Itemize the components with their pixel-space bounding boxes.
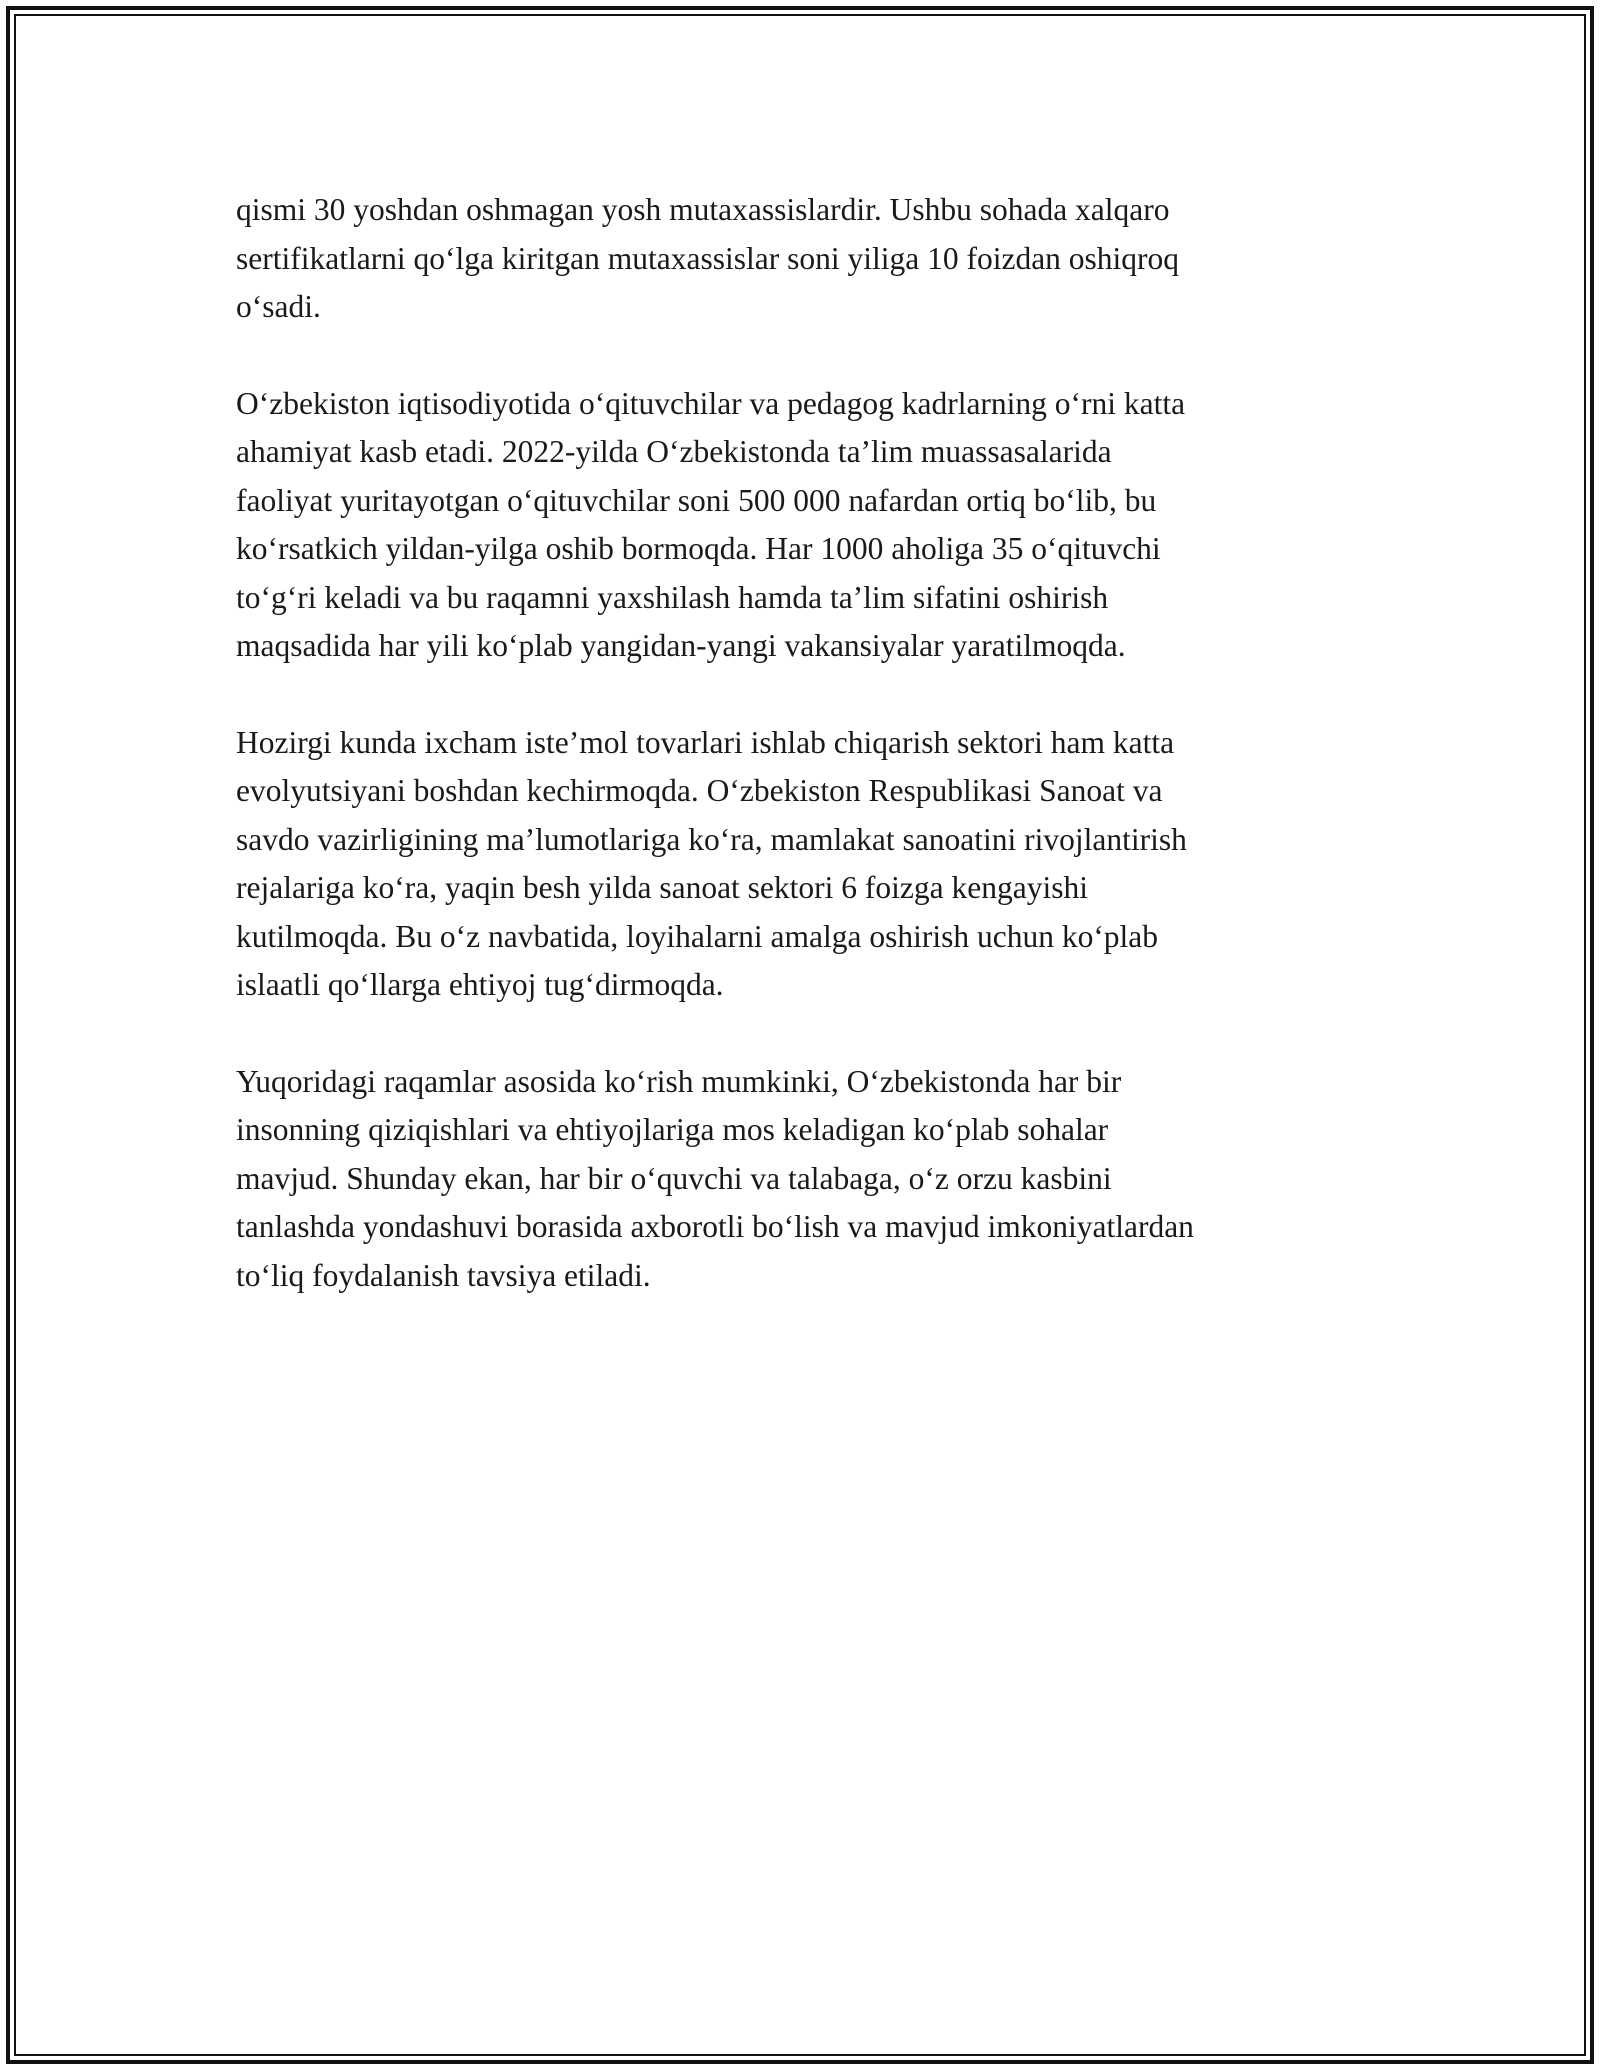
text-line: islaatli qo‘llarga ehtiyoj tug‘dirmoqda. — [236, 967, 724, 1002]
text-line: faoliyat yuritayotgan o‘qituvchilar soni 500 000 nafardan ortiq bo‘lib, bu — [236, 482, 1157, 518]
text-line: to‘g‘ri keladi va bu raqamni yaxshilash hamda ta’lim sifatini oshirish — [236, 579, 1109, 615]
text-line: Hozirgi kunda ixcham iste’mol tovarlari ishlab chiqarish sektori ham katta — [236, 724, 1175, 760]
text-line: tanlashda yondashuvi borasida axborotli bo‘lish va mavjud imkoniyatlardan — [236, 1209, 1194, 1244]
paragraph-3 — [236, 719, 1366, 1010]
text-line: ko‘rsatkich yildan-yilga oshib bormoqda. Har 1000 aholiga 35 o‘qituvchi — [236, 531, 1161, 566]
text-line: maqsadida har yili ko‘plab yangidan-yangi vakansiyalar yaratilmoqda. — [236, 628, 1126, 663]
text-line: mavjud. Shunday ekan, har bir o‘quvchi va talabaga, o‘z orzu kasbini — [236, 1160, 1112, 1196]
text-line: to‘liq foydalanish tavsiya etiladi. — [236, 1257, 651, 1293]
paragraph-2 — [236, 380, 1366, 671]
paragraph-1 — [236, 186, 1366, 332]
text-line: evolyutsiyani boshdan kechirmoqda. O‘zbekiston Respublikasi Sanoat va — [236, 773, 1163, 808]
text-line: O‘zbekiston iqtisodiyotida o‘qituvchilar va pedagog kadrlarning o‘rni katta — [236, 385, 1186, 421]
text-line: ahamiyat kasb etadi. 2022-yilda O‘zbekistonda ta’lim muassasalarida — [236, 434, 1112, 469]
paragraph-4 — [236, 1058, 1366, 1301]
text-line: rejalariga ko‘ra, yaqin besh yilda sanoat sektori 6 foizga kengayishi — [236, 870, 1088, 905]
text-line: savdo vazirligining ma’lumotlariga ko‘ra, mamlakat sanoatini rivojlantirish — [236, 821, 1187, 857]
text-line: insonning qiziqishlari va ehtiyojlariga mos keladigan ko‘plab sohalar — [236, 1112, 1109, 1147]
text-line: o‘sadi. — [236, 289, 321, 324]
text-line: sertifikatlarni qo‘lga kiritgan mutaxassislar soni yiliga 10 foizdan oshiqroq — [236, 240, 1180, 276]
document-body — [236, 186, 1366, 1348]
text-line: Yuqoridagi raqamlar asosida ko‘rish mumkinki, O‘zbekistonda har bir — [236, 1063, 1122, 1099]
text-line: kutilmoqda. Bu o‘z navbatida, loyihalarni amalga oshirish uchun ko‘plab — [236, 918, 1159, 954]
text-line: qismi 30 yoshdan oshmagan yosh mutaxassislardir. Ushbu sohada xalqaro — [236, 192, 1170, 227]
